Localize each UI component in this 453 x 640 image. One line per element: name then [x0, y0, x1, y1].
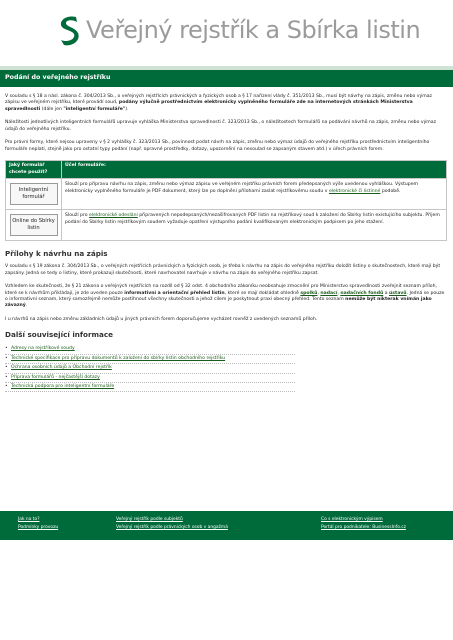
list-item	[5, 345, 295, 354]
related-links-list	[5, 345, 447, 392]
technical-support-link[interactable]: Technická podpora pro inteligentní formuláře	[11, 383, 115, 389]
intro-text: ).	[125, 106, 129, 112]
justice-logo-icon[interactable]	[56, 14, 82, 46]
footer-link-registry-persons[interactable]: Veřejný rejstřík podle právnických osob v angažmá	[116, 524, 228, 530]
intro-text: (dále jen	[40, 106, 64, 112]
site-footer	[0, 511, 453, 540]
attachments-paragraph-2	[5, 284, 447, 310]
intro-text: V souladu s § 18 a násl. zákona č. 304/2013 Sb., o veřejných rejstřících právnických a fyzických osob a § 17 nařízení vlády č. 351/2013 Sb., musí být návrhy na zápis, změnu nebo výmaz zápisu ve veřejném rejstříku, které provádí soud,	[5, 94, 432, 106]
purpose-text: Slouží pro	[65, 213, 90, 219]
forms-table	[5, 160, 447, 241]
purpose-text: Slouží pro přípravu návrhu na zápis, změnu nebo výmaz zápisu ve veřejném rejstříku právních forem předepsaných výše uvedenou vyhláškou. Výstupem elektronicky vyplněného formuláře je PDF dokument, který lze po doplnění přílohami zaslat rejstříkovému soudu v	[65, 182, 419, 194]
column-header-form-type: Jaký formulář chcete použít?	[6, 160, 62, 178]
purpose-text: připravených nepodepsaných/nezašifrovaných PDF listin na rejstříkový soud k založení do Sbírky listin existujícího subjektu. Příjem podání do Sbírky listin rejstříkovým soudem vyžaduje opatření výstupního podání kvalifikovaným elektronickým podpisem po jeho stažení.	[65, 213, 440, 225]
list-item	[5, 374, 295, 383]
intro-emphasis: podány výlučně prostřednictvím elektronicky vyplněného formuláře zde na internetových stránkách Ministerstva spravedlnosti	[5, 100, 413, 112]
attachments-text: .	[25, 303, 28, 309]
attachments-emphasis: informativní a orientační přehled listin	[124, 290, 225, 296]
table-row	[6, 179, 447, 210]
attachments-emphasis: nemůže být nikterak vnímán jako závazný	[5, 296, 432, 309]
main-content	[5, 94, 447, 392]
site-title[interactable]: Veřejný rejstřík a Sbírka listin	[86, 16, 421, 44]
electronic-or-paper-link[interactable]: elektronické či listinné	[328, 188, 381, 194]
intro-paragraph-3: Pro právní formy, které nejsou upraveny v § 2 vyhlášky č. 323/2013 Sb., povinnost podat návrh na zápis, změnu nebo výmaz údajů do veřejného rejstříku prostřednictvím inteligentního formuláře neplatí, stejně jako pro ostatní typy podání (např. opravné prostředky, dotazy, upozornění na nesoulad se zapsaným stavem atd.) v úřech právních forem.	[5, 140, 430, 152]
intelligent-form-button[interactable]: Inteligentní formulář	[10, 183, 58, 205]
separator: ,	[337, 290, 341, 296]
intro-paragraph-1	[5, 94, 447, 113]
associations-link[interactable]: spolků	[300, 290, 318, 296]
intro-emphasis: "inteligentní formuláře"	[63, 106, 126, 112]
form-purpose-cell	[62, 210, 447, 241]
column-header-purpose: Účel formuláře:	[62, 160, 447, 178]
separator: ,	[317, 290, 321, 296]
forms-table-header	[6, 160, 447, 178]
form-faq-link[interactable]: Příprava formulářů - nejčastější dotazy	[11, 374, 100, 380]
court-addresses-link[interactable]: Adresy na rejstříkové soudy	[11, 346, 75, 352]
purpose-text: podobě.	[380, 188, 401, 194]
list-item	[5, 355, 295, 364]
footer-column-registry	[116, 516, 228, 531]
form-purpose-cell	[62, 179, 447, 210]
footer-link-how-to[interactable]: Jak na to?	[18, 517, 40, 522]
personal-data-link[interactable]: Ochrana osobních údajů a Obchodní rejstřík	[11, 365, 112, 371]
table-row	[6, 210, 447, 241]
footer-column-help	[18, 516, 58, 531]
attachments-text: Vzhledem ke skutečnosti, že § 21 zákona o veřejných rejstřících na rozdíl od § 32 odst. 4 obchodního zákoníku neobsahuje zmocnění pro Ministerstvo spravedlnosti zveřejnit seznam příloh, které se k návrhům přikládají, je zde uveden pouze	[5, 284, 437, 296]
foundations-link[interactable]: nadací	[320, 290, 338, 296]
form-button-cell	[6, 179, 62, 210]
separator: a	[383, 290, 389, 296]
footer-link-registry-subjects[interactable]: Veřejný rejstřík podle subjektů	[116, 517, 183, 522]
attachments-heading: Přílohy k návrhu na zápis	[5, 249, 108, 259]
attachments-paragraph-1: V souladu s § 19 zákona č. 304/2013 Sb., o veřejných rejstřících právnických a fyzických osob, je třeba k návrhu na zápis do veřejného rejstříku doložit listiny o skutečnostech, které mají být zapsány. Jedná se tedy o listiny, které prokazují skutečnosti, které navrhovatel navrhuje v návrhu na zápis do veřejného rejstříku zapsat.	[5, 264, 441, 276]
site-header	[0, 0, 453, 66]
related-info-heading: Další související informace	[5, 330, 113, 340]
endowment-funds-link[interactable]: nadačních fondů	[340, 290, 384, 296]
attachments-text: , které se mají dokládat ohledně	[224, 290, 301, 296]
technical-specifications-link[interactable]: Technické specifikace pro přípravu dokumentů k založení do sbírky listin obchodního rejstříku	[11, 355, 226, 361]
footer-link-businessinfo[interactable]: Portál pro podnikatele: BusinessInfo.cz	[321, 524, 406, 530]
attachments-paragraph-3: I u návrhů na zápis nebo změnu základních údajů u jiných právních forem doporučujeme vycházet rovněž z uvedených seznamů příloh.	[5, 316, 318, 322]
footer-link-electronic-extract[interactable]: Co s elektronickým výpisem	[321, 517, 383, 522]
institutes-link[interactable]: ústavů	[389, 290, 407, 296]
intro-paragraph-2: Náležitosti jednotlivých inteligentních formulářů upravuje vyhláška Ministerstva spravedlnosti č. 323/2013 Sb., o náležitostech formulářů na podávání návrhů na zápis, změnu nebo výmaz údajů do veřejného rejstříku.	[5, 120, 436, 132]
footer-column-other	[321, 516, 406, 531]
form-button-cell	[6, 210, 62, 241]
attachments-text: . Jedná se pouze o informativní seznam, který samozřejmě nemůže postihnout všechny skutečnosti a jehož cílem je poskytnout praxi obecný přehled. Tento seznam	[5, 290, 445, 302]
list-item	[5, 383, 295, 392]
electronic-submission-link[interactable]: elektronické odeslání	[89, 213, 138, 219]
page-title: Podání do veřejného rejstříku	[0, 70, 453, 87]
online-collection-button[interactable]: Online do Sbírky listin	[10, 214, 58, 236]
list-item	[5, 364, 295, 373]
footer-link-terms[interactable]: Podmínky provozu	[18, 524, 59, 530]
